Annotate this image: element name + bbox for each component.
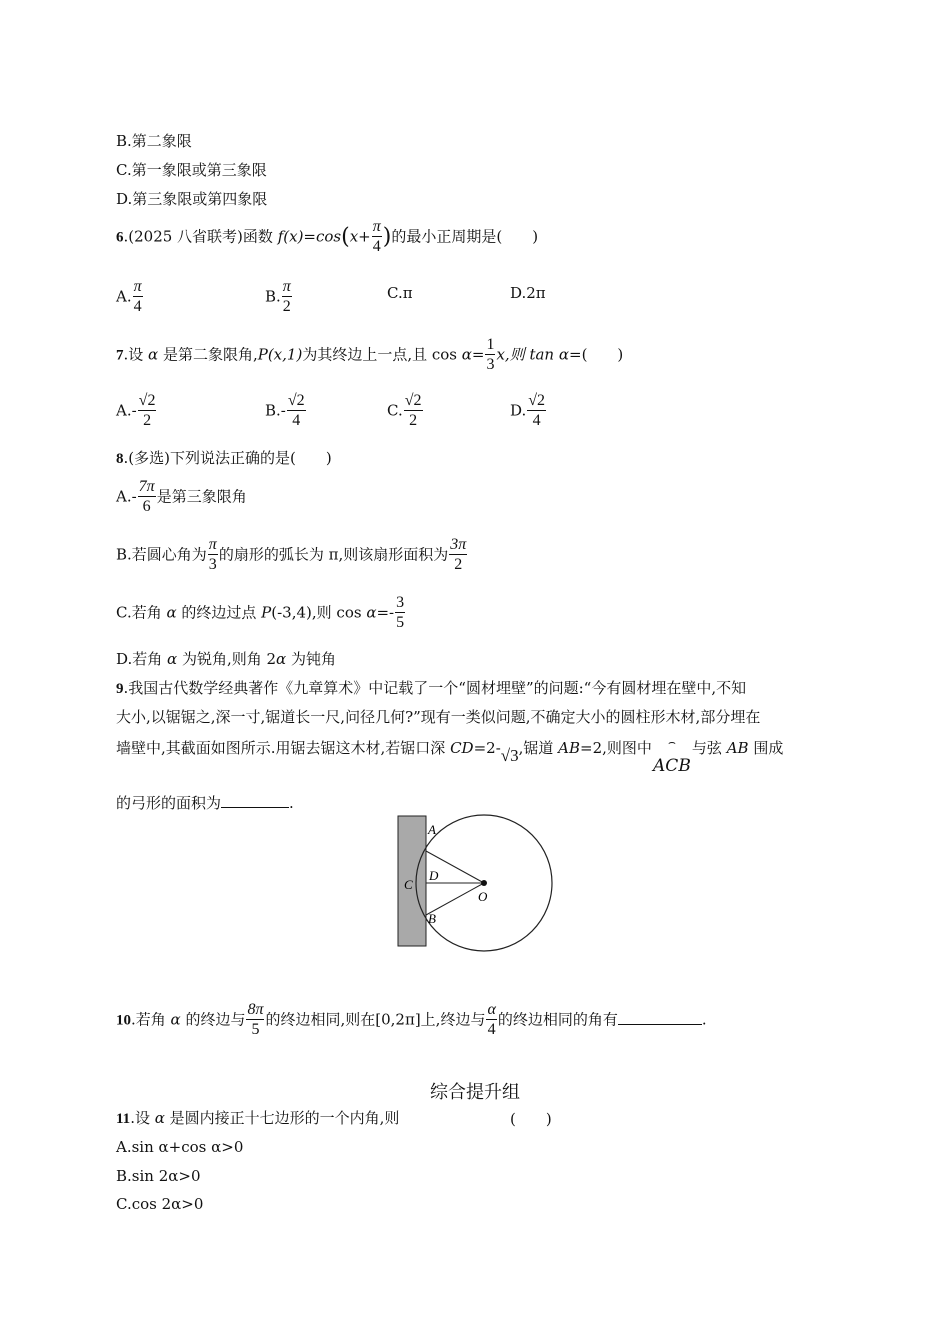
q11-option-a: A.sin α+cos α>0 (116, 1138, 244, 1156)
q5-option-b: B.第二象限 (116, 132, 192, 150)
q6-paren-close: ) (382, 224, 392, 250)
q6-option-d: D.2π (510, 284, 546, 302)
label-c: C (404, 877, 413, 892)
q5-option-c: C.第一象限或第三象限 (116, 161, 267, 179)
q10-number: 10 (116, 1012, 131, 1029)
q7-option-b: B.- $\frac{√2}{4}$ (265, 392, 305, 429)
q6-option-a: A. $\frac{\pi}{4}$ (116, 278, 142, 315)
q9-line-2: 大小,以锯锯之,深一寸,锯道长一尺,问径几何?”现有一类似问题,不确定大小的圆柱形木材,部分埋在 (116, 708, 761, 726)
q6-option-c: C.π (387, 284, 413, 302)
q8-number: 8 (116, 451, 124, 467)
q9-line-3: 墙壁中,其截面如图所示.用锯去锯这木材,若锯口深 CD=2-√3,锯道 AB=2,则图中 ⌢ ACB与弦 AB 围成 (116, 735, 784, 776)
q7-stem: 7.设 α 是第二象限角,P(x,1)为其终边上一点,且 cos α= $\frac{1}{3}$ x,则 tan α=( ) (116, 336, 624, 373)
label-o: O (478, 889, 488, 904)
q9-arc-acb: ⌢ ACB (653, 735, 691, 776)
q7-option-c: C. $\frac{√2}{2}$ (387, 392, 422, 429)
q6-number: 6 (116, 229, 124, 246)
q9-sqrt3: √3 (500, 746, 519, 765)
q7-number: 7 (116, 347, 124, 364)
q7-option-d: D. $\frac{√2}{4}$ (510, 392, 546, 429)
q10-stem: 10.若角 α 的终边与 $\frac{8\pi}{5}$ 的终边相同,则在[0,2π]上,终边与 $\frac{\alpha}{4}$ 的终边相同的角有 . (116, 1001, 707, 1038)
q9-line-1: 9.我国古代数学经典著作《九章算术》中记载了一个“圆材埋壁”的问题:“今有圆材埋在壁中,不知 (116, 679, 747, 697)
q11-option-c: C.cos 2α>0 (116, 1195, 204, 1213)
q8-option-d: D.若角 α 为锐角,则角 2α 为钝角 (116, 650, 336, 668)
q8-option-b: B.若圆心角为 $\frac{\pi}{3}$ 的扇形的弧长为 π,则该扇形面积为 $\frac{3\pi}{2}$ (116, 536, 467, 573)
q8-option-a: A.- $\frac{7\pi}{6}$ 是第三象限角 (116, 478, 247, 515)
q9-answer-blank[interactable] (221, 793, 289, 808)
q6-stem-prefix: 函数 (242, 227, 278, 246)
q6-source: .(2025 八省联考) (123, 227, 243, 246)
q6-inner: x+ (349, 227, 371, 246)
q11-option-b: B.sin 2α>0 (116, 1167, 201, 1185)
q5-option-d: D.第三象限或第四象限 (116, 190, 268, 208)
q6-frac: $\frac{\pi}{4}$ (372, 218, 381, 255)
q6-stem-suffix: 的最小正周期是( ) (391, 227, 539, 246)
q11-number: 11 (116, 1111, 131, 1127)
q9-figure (392, 810, 562, 952)
q7-option-a: A.- $\frac{√2}{2}$ (116, 392, 156, 429)
q6-option-b: B. $\frac{\pi}{2}$ (265, 278, 291, 315)
q8-stem: 8.(多选)下列说法正确的是( ) (116, 449, 332, 467)
q11-stem: 11.设 α 是圆内接正十七边形的一个内角,则 (116, 1109, 400, 1127)
q8-option-c: C.若角 α 的终边过点 P(-3,4),则 cos α=- $\frac{3}{5}$ (116, 594, 405, 631)
section-title: 综合提升组 (430, 1082, 520, 1103)
q6-paren-open: ( (341, 224, 350, 250)
q7-frac: $\frac{1}{3}$ (486, 336, 495, 373)
center-point (481, 880, 487, 886)
label-a: A (428, 822, 436, 837)
q6-stem (116, 218, 538, 257)
q6-func: f(x)=cos (277, 227, 342, 246)
label-d: D (429, 868, 439, 883)
q10-answer-blank[interactable] (618, 1010, 702, 1025)
label-b: B (428, 911, 436, 926)
q9-number: 9 (116, 681, 124, 697)
q9-line-4: 的弓形的面积为 . (116, 794, 294, 812)
q11-paren: ( ) (510, 1110, 552, 1128)
